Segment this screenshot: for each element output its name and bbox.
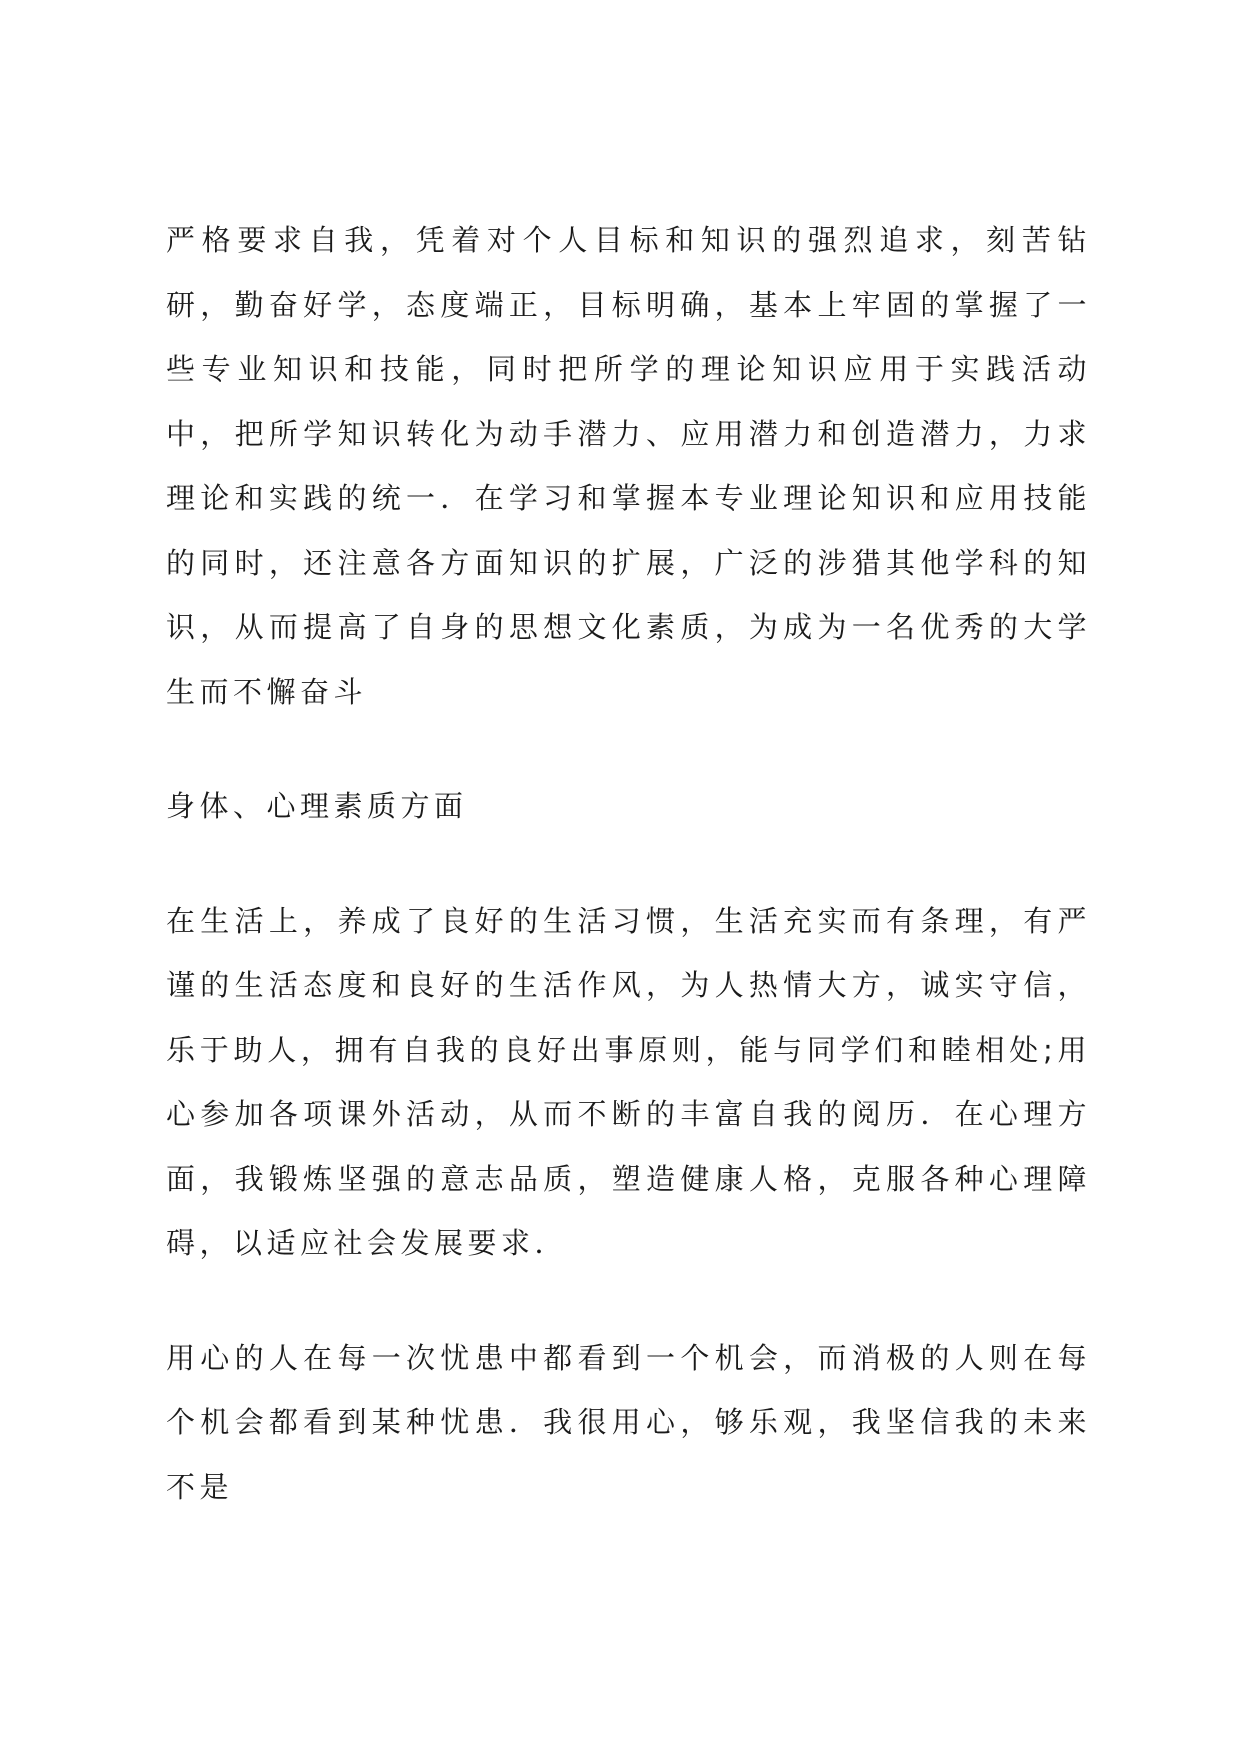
paragraph-study: 严格要求自我，凭着对个人目标和知识的强烈追求，刻苦钻研，勤奋好学，态度端正，目标明确，基本上牢固的掌握了一些专业知识和技能，同时把所学的理论知识应用于实践活动中，把所学知识转化为动手潜力、应用潜力和创造潜力，力求理论和实践的统一．在学习和掌握本专业理论知识和应用技能的同时，还注意各方面知识的扩展，广泛的涉猎其他学科的知识，从而提高了自身的思想文化素质，为成为一名优秀的大学生而不懈奋斗	[166, 223, 1091, 709]
paragraph-attitude: 用心的人在每一次忧患中都看到一个机会，而消极的人则在每个机会都看到某种忧患．我很用心，够乐观，我坚信我的未来不是	[166, 1340, 1091, 1504]
document-body	[166, 208, 1091, 1519]
paragraph-life: 在生活上，养成了良好的生活习惯，生活充实而有条理，有严谨的生活态度和良好的生活作风，为人热情大方，诚实守信，乐于助人，拥有自我的良好出事原则，能与同学们和睦相处;用心参加各项课外活动，从而不断的丰富自我的阅历．在心理方面，我锻炼坚强的意志品质，塑造健康人格，克服各种心理障碍，以适应社会发展要求．	[166, 903, 1091, 1260]
section-heading-physical-mental: 身体、心理素质方面	[166, 789, 468, 823]
